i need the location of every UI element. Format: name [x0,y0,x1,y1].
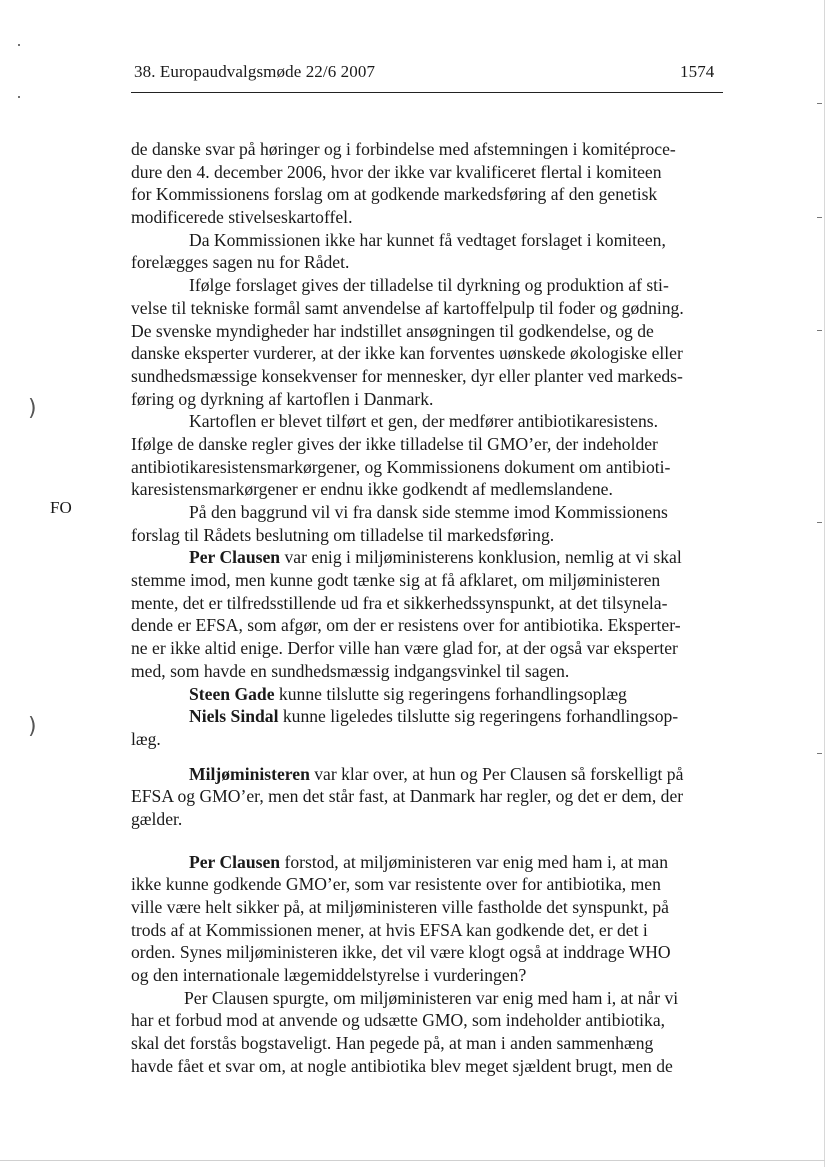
text-line: orden. Synes miljøministeren ikke, det vil være klogt også at inddrage WHO [131,942,671,963]
scan-edge-tick [817,217,822,218]
text-line: gælder. [131,808,183,829]
text-line: Da Kommissionen ikke har kunnet få vedtaget forslaget i komiteen, [189,229,666,250]
speaker-name: Miljøministeren [189,763,310,784]
paragraph [131,410,726,501]
paragraph [131,501,726,546]
speaker-name: Niels Sindal [189,706,279,727]
scan-edge-tick [817,330,822,331]
paragraph [131,229,726,274]
text-line: Per Clausen spurgte, om miljøministeren var enig med ham i, at når vi [184,987,679,1008]
text-line: og den internationale lægemiddelstyrelse i vurderingen? [131,965,527,986]
text-line: var klar over, at hun og Per Clausen så forskelligt på [309,763,684,784]
scan-edge-bottom [0,1160,825,1161]
running-header: 38. Europaudvalgsmøde 22/6 2007 [134,62,376,81]
text-line: ne er ikke altid enige. Derfor ville han være glad for, at der også var eksperter [131,638,678,659]
punch-hole-mark: ) [28,396,37,421]
text-line: har et forbud mod at anvende og udsætte GMO, som indeholder antibiotika, [131,1010,666,1031]
paragraph [131,705,726,750]
paragraph [131,851,726,987]
text-line: Ifølge forslaget gives der tilladelse til dyrkning og produktion af sti- [189,275,669,296]
text-line: de danske svar på høringer og i forbindelse med afstemningen i komitéproce- [131,139,676,159]
scan-speck [18,44,20,46]
text-line: dende er EFSA, som afgør, om der er resistens over for antibiotika. Eksperter- [131,615,681,636]
text-line: modificerede stivelseskartoffel. [131,207,353,228]
margin-label: FO [50,498,72,517]
text-line: antibiotikaresistensmarkørgener, og Kommissionens dokument om antibioti- [131,456,671,477]
document-body [131,138,726,1078]
text-line: trods af at Kommissionen mener, at hvis EFSA kan godkende det, er det i [131,919,648,940]
text-line: kunne tilslutte sig regeringens forhandlingsoplæg [274,683,627,704]
text-line: for Kommissionens forslag om at godkende markedsføring af den genetisk [131,184,658,205]
paragraph [131,546,726,682]
text-line: De svenske myndigheder har indstillet ansøgningen til godkendelse, og de [131,320,654,341]
text-line: med, som havde en sundhedsmæssig indgangsvinkel til sagen. [131,660,570,681]
text-line: Ifølge de danske regler gives der ikke tilladelse til GMO’er, der indeholder [131,433,658,454]
text-line: stemme imod, men kunne godt tænke sig at få afklaret, om miljøministeren [131,570,661,591]
page-number: 1574 [680,62,715,81]
paragraph [131,683,726,706]
text-line: ikke kunne godkende GMO’er, som var resistente over for antibiotika, men [131,874,661,895]
text-line: kunne ligeledes tilslutte sig regeringens forhandlingsop- [278,706,679,727]
scan-edge-tick [817,753,822,754]
header-rule [131,92,723,93]
text-line: danske eksperter vurderer, at der ikke kan forventes uønskede økologiske eller [131,343,683,364]
text-line: forstod, at miljøministeren var enig med ham i, at man [280,851,669,872]
paragraph [131,987,726,1078]
text-line: På den baggrund vil vi fra dansk side stemme imod Kommissionens [189,502,668,522]
text-line: forelægges sagen nu for Rådet. [131,252,350,273]
text-line: EFSA og GMO’er, men det står fast, at Danmark har regler, og det er dem, der [131,786,684,807]
text-line: forslag til Rådets beslutning om tilladelse til markedsføring. [131,524,555,545]
text-line: skal det forstås bogstaveligt. Han pegede på, at man i anden sammenhæng [131,1033,654,1054]
text-line: føring og dyrkning af kartoflen i Danmark. [131,388,434,409]
paragraph [131,763,726,831]
text-line: havde fået et svar om, at nogle antibiotika blev meget sjældent brugt, men de [131,1055,673,1076]
text-line: var enig i miljøministerens konklusion, nemlig at vi skal [280,547,682,568]
speaker-name: Per Clausen [189,547,281,568]
text-line: ville være helt sikker på, at miljøministeren ville fastholde det synspunkt, på [131,897,669,917]
scan-edge-tick [817,103,822,104]
text-line: læg. [131,728,161,749]
paragraph [131,138,726,229]
text-line: dure den 4. december 2006, hvor der ikke var kvalificeret flertal i komiteen [131,161,662,182]
speaker-name: Steen Gade [189,683,275,704]
text-line: mente, det er tilfredsstillende ud fra et sikkerhedssynspunkt, at det tilsynela- [131,592,668,613]
punch-hole-mark: ) [28,714,37,739]
text-line: velse til tekniske formål samt anvendelse af kartoffelpulp til foder og gødning. [131,297,684,318]
text-line: karesistensmarkørgener er endnu ikke godkendt af medlemslandene. [131,479,613,500]
paragraph [131,274,726,410]
scan-speck [18,96,20,98]
text-line: sundhedsmæssige konsekvenser for mennesker, dyr eller planter ved markeds- [131,365,683,386]
scan-edge-tick [817,522,822,523]
text-line: Kartoflen er blevet tilført et gen, der medfører antibiotikaresistens. [189,411,658,432]
speaker-name: Per Clausen [189,851,281,872]
